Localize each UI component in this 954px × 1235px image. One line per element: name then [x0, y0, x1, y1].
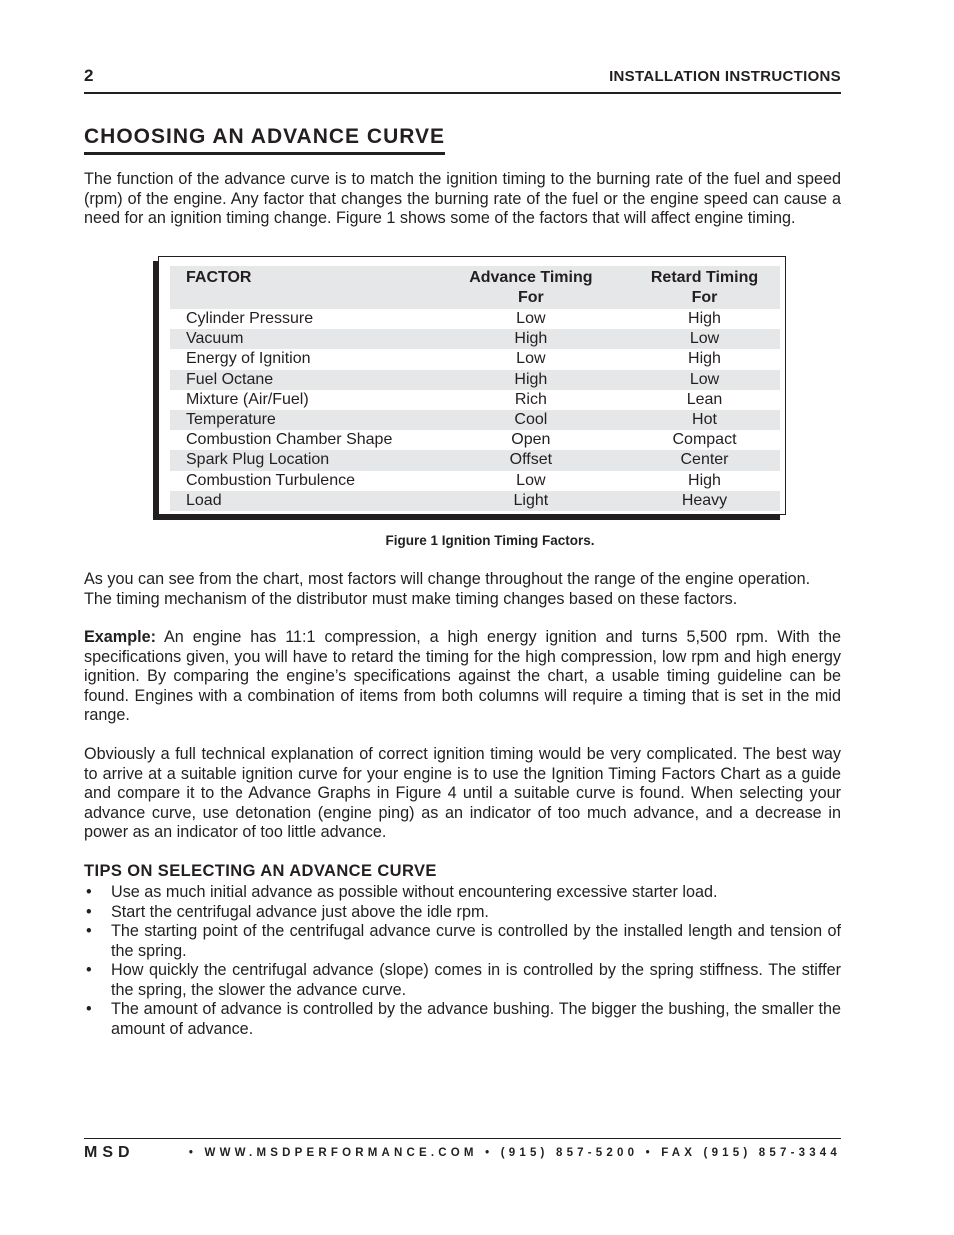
footer-contact: • WWW.MSDPERFORMANCE.COM • (915) 857-5200 • FAX (915) 857-3344 — [188, 1147, 841, 1159]
explanation-paragraph: Obviously a full technical explanation of correct ignition timing would be very complicated. The best way to arrive at a suitable ignition curve for your engine is to use the Ignition Timing Factors Chart as a guide and compare it to the Advance Graphs in Figure 4 until a suitable curve is found. When selecting your advance curve, use detonation (engine ping) as an indicator of too much advance, and a decrease in power as an indicator of too little advance. — [84, 745, 841, 841]
list-item: • Use as much initial advance as possible without encountering excessive starter load. — [86, 883, 718, 901]
page-number: 2 — [84, 66, 94, 85]
example-paragraph — [84, 628, 841, 726]
table-row: Combustion Chamber Shape Open Compact — [186, 431, 737, 449]
footer-brand: MSD — [84, 1144, 135, 1161]
list-item: • The starting point of the centrifugal advance curve is controlled by the installed length and tension of the spring. — [86, 922, 841, 960]
table-row: Load Light Heavy — [170, 491, 780, 511]
header-retard: Retard Timing For — [629, 266, 780, 309]
table-row: Cylinder Pressure Low High — [186, 310, 721, 328]
factors-table — [170, 266, 780, 511]
table-panel — [158, 256, 786, 515]
bullet: • — [86, 1000, 92, 1018]
ignition-timing-factors-table — [153, 256, 786, 520]
example-label: Example: — [84, 628, 156, 646]
section-title: CHOOSING AN ADVANCE CURVE — [84, 125, 445, 155]
figure-caption: Figure 1 Ignition Timing Factors. — [385, 533, 595, 548]
tips-list — [84, 883, 841, 1039]
page-footer — [84, 1138, 841, 1165]
list-item: • The amount of advance is controlled by the advance bushing. The bigger the bushing, the smaller the amount of advance. — [86, 1000, 841, 1038]
table-header-row — [170, 266, 780, 309]
table-row: Temperature Cool Hot — [170, 410, 780, 430]
table-row: Combustion Turbulence Low High — [186, 471, 721, 489]
table-row: Fuel Octane High Low — [170, 370, 780, 390]
example-text: An engine has 11:1 compression, a high energy ignition and turns 5,500 rpm. With the specifications given, you will have to retard the timing for the high compression, low rpm and high energy ignition. By comparing the engine’s specifications against the chart, a usable timing guideline can be found. Engines with a combination of items from both columns will require a timing that is set in the mid range. — [84, 628, 841, 724]
table-row: Vacuum High Low — [170, 329, 780, 349]
chart-paragraph: As you can see from the chart, most factors will change throughout the range of the engine operation. The timing mechanism of the distributor must make timing changes based on these factors. — [84, 570, 811, 608]
bullet: • — [86, 922, 92, 940]
table-row: Energy of Ignition Low High — [186, 350, 721, 368]
bullet: • — [86, 961, 92, 979]
header-factor: FACTOR — [170, 266, 433, 309]
list-item: • How quickly the centrifugal advance (slope) comes in is controlled by the spring stiffness. The stiffer the spring, the slower the advance curve. — [86, 961, 841, 999]
list-item: • Start the centrifugal advance just above the idle rpm. — [86, 902, 489, 921]
header-title: INSTALLATION INSTRUCTIONS — [609, 68, 841, 85]
page-header — [84, 64, 841, 94]
table-row: Spark Plug Location Offset Center — [170, 450, 780, 470]
intro-paragraph: The function of the advance curve is to match the ignition timing to the burning rate of the fuel and speed (rpm) of the engine. Any factor that changes the burning rate of the fuel or the engine speed can cause a need for an ignition timing change. Figure 1 shows some of the factors that will affect engine timing. — [84, 170, 841, 227]
bullet: • — [86, 883, 92, 901]
header-advance: Advance Timing For — [433, 266, 629, 309]
bullet: • — [86, 902, 92, 921]
table-row: Mixture (Air/Fuel) Rich Lean — [186, 390, 723, 408]
tips-title: TIPS ON SELECTING AN ADVANCE CURVE — [84, 862, 437, 880]
